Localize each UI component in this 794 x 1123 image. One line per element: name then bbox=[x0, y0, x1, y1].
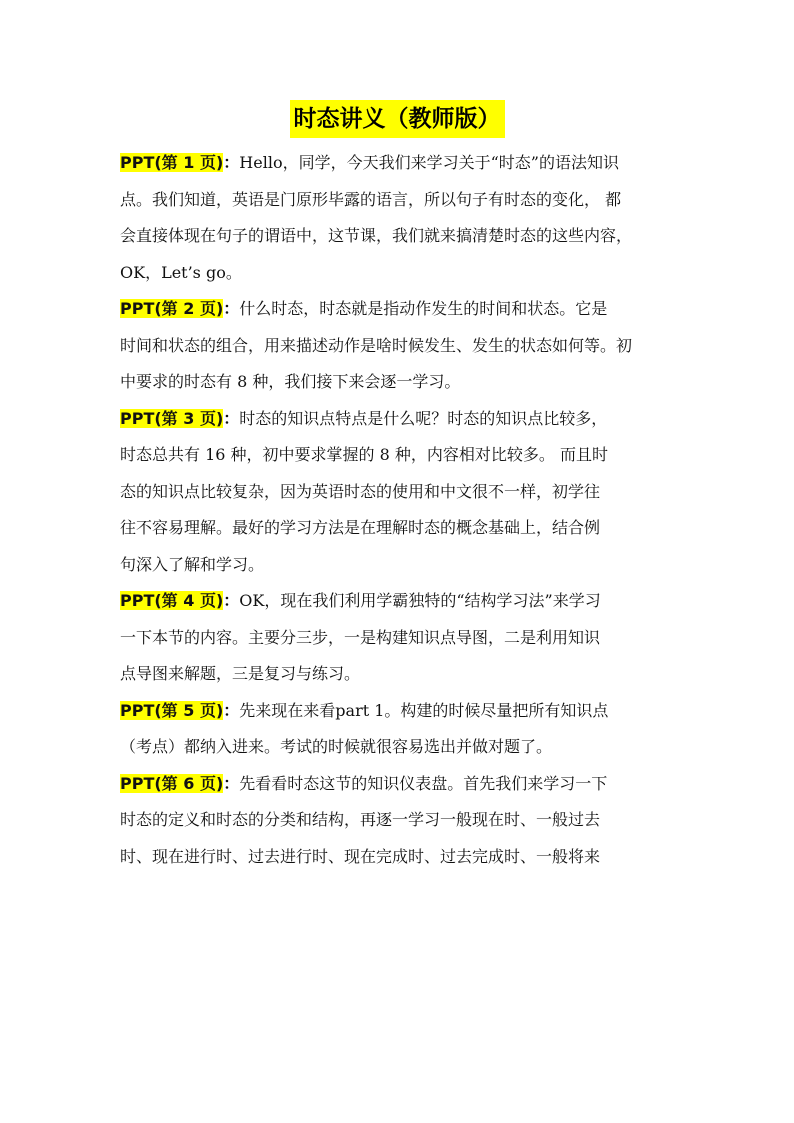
line-text: 态的知识点比较复杂，因为英语时态的使用和中文很不一样，初学往 bbox=[120, 481, 601, 501]
paragraph-line bbox=[120, 437, 700, 474]
paragraph-line bbox=[120, 766, 700, 803]
line-text: 时间和状态的组合，用来描述动作是啥时候发生、发生的状态如何等。初 bbox=[120, 335, 633, 355]
ppt-page-label: PPT(第 3 页) bbox=[120, 408, 224, 428]
title-container bbox=[0, 100, 794, 138]
line-text: OK，Let’s go。 bbox=[120, 262, 242, 282]
line-text: 中要求的时态有 8 种，我们接下来会逐一学习。 bbox=[120, 372, 461, 391]
line-text: 时态的定义和时态的分类和结构，再逐一学习一般现在时、一般过去 bbox=[120, 810, 601, 829]
line-text: 句深入了解和学习。 bbox=[120, 554, 265, 574]
label-colon: ： bbox=[223, 153, 240, 172]
paragraph-line bbox=[120, 145, 700, 182]
paragraph-line bbox=[120, 839, 700, 876]
paragraph-line bbox=[120, 218, 700, 255]
line-text: OK，现在我们利用学霸独特的“结构学习法”来学习 bbox=[239, 591, 601, 610]
section-paragraph bbox=[120, 291, 700, 401]
line-text: 时、现在进行时、过去进行时、现在完成时、过去完成时、一般将来 bbox=[120, 846, 601, 866]
section-paragraph bbox=[120, 583, 700, 693]
paragraph-line bbox=[120, 547, 700, 584]
paragraph-line bbox=[120, 620, 700, 657]
line-text: 一下本节的内容。主要分三步，一是构建知识点导图，二是利用知识 bbox=[120, 627, 601, 647]
paragraph-line bbox=[120, 583, 700, 620]
line-text: 先来现在来看part 1。构建的时候尽量把所有知识点 bbox=[239, 700, 609, 720]
line-text: 点导图来解题，三是复习与练习。 bbox=[120, 664, 361, 683]
paragraph-line bbox=[120, 328, 700, 365]
line-text: 会直接体现在句子的谓语中，这节课，我们就来搞清楚时态的这些内容， bbox=[120, 226, 633, 245]
line-text: Hello，同学，今天我们来学习关于“时态”的语法知识 bbox=[239, 153, 619, 172]
label-colon: ： bbox=[223, 408, 240, 428]
paragraph-line bbox=[120, 182, 700, 219]
label-colon: ： bbox=[223, 591, 240, 610]
label-colon: ： bbox=[223, 773, 240, 793]
line-text: 先看看时态这节的知识仪表盘。首先我们来学习一下 bbox=[239, 773, 608, 793]
line-text: 时态总共有 16 种，初中要求掌握的 8 种，内容相对比较多。 而且时 bbox=[120, 445, 608, 464]
line-text: 往不容易理解。最好的学习方法是在理解时态的概念基础上，结合例 bbox=[120, 518, 601, 537]
section-paragraph bbox=[120, 401, 700, 584]
paragraph-line bbox=[120, 510, 700, 547]
ppt-page-label: PPT(第 2 页) bbox=[120, 299, 224, 318]
line-text: （考点）都纳入进来。考试的时候就很容易选出并做对题了。 bbox=[120, 737, 553, 756]
ppt-page-label: PPT(第 5 页) bbox=[120, 700, 224, 720]
line-text: 点。我们知道，英语是门原形毕露的语言，所以句子有时态的变化， 都 bbox=[120, 189, 622, 209]
label-colon: ： bbox=[223, 700, 240, 720]
paragraph-line bbox=[120, 401, 700, 438]
paragraph-line bbox=[120, 255, 700, 292]
document-title: 时态讲义（教师版） bbox=[290, 100, 505, 138]
line-text: 什么时态，时态就是指动作发生的时间和状态。它是 bbox=[239, 299, 608, 318]
paragraph-line bbox=[120, 474, 700, 511]
section-paragraph bbox=[120, 145, 700, 291]
section-paragraph bbox=[120, 766, 700, 876]
line-text: 时态的知识点特点是什么呢？时态的知识点比较多， bbox=[239, 408, 608, 428]
ppt-page-label: PPT(第 4 页) bbox=[120, 591, 224, 610]
section-paragraph bbox=[120, 693, 700, 766]
paragraph-line bbox=[120, 656, 700, 693]
label-colon: ： bbox=[223, 299, 240, 318]
paragraph-line bbox=[120, 693, 700, 730]
paragraph-line bbox=[120, 291, 700, 328]
paragraph-line bbox=[120, 729, 700, 766]
paragraph-line bbox=[120, 802, 700, 839]
document-body bbox=[120, 145, 700, 875]
paragraph-line bbox=[120, 364, 700, 401]
ppt-page-label: PPT(第 1 页) bbox=[120, 153, 224, 172]
ppt-page-label: PPT(第 6 页) bbox=[120, 773, 224, 793]
